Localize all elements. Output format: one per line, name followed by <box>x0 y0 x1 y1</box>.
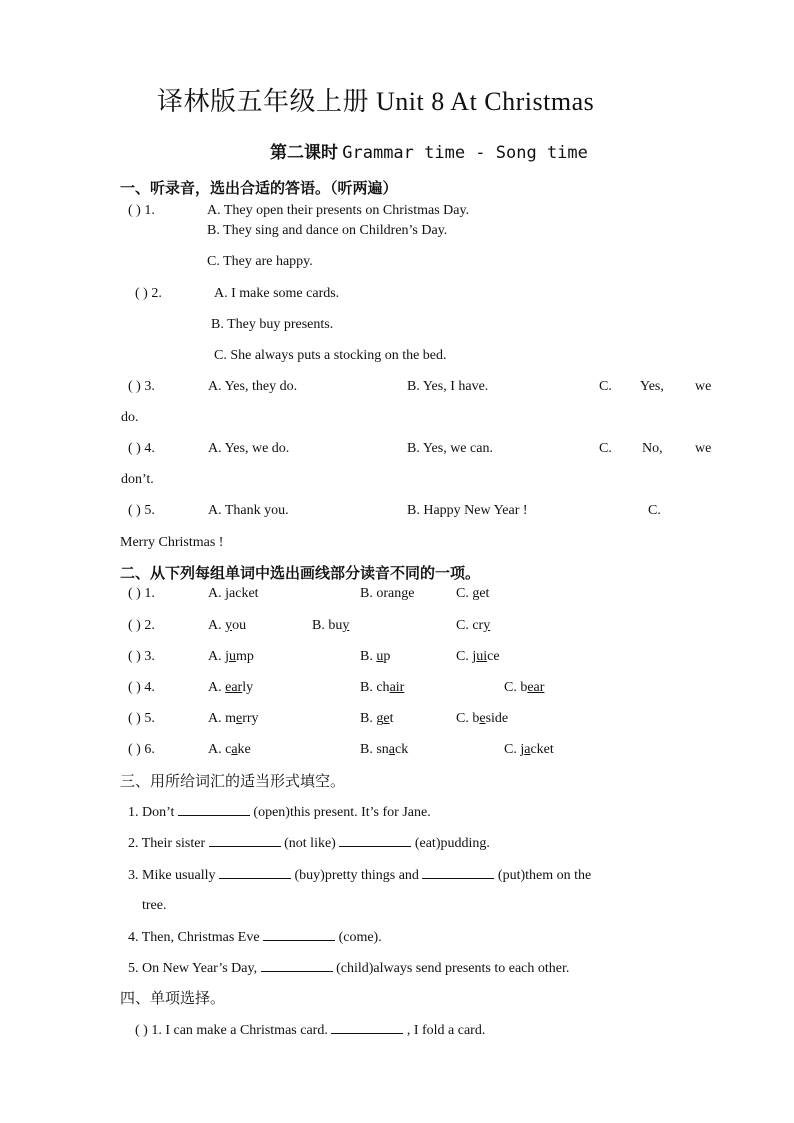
s1-q4-option-c: C. <box>599 441 612 456</box>
section-4-heading: 四、单项选择。 <box>120 989 226 1007</box>
s2-q2-option-b: B. buy <box>312 618 350 633</box>
s2-q6-option-a: A. cake <box>208 742 251 757</box>
s1-q5-option-a: A. Thank you. <box>208 503 289 518</box>
s2-q1-paren: ( ) 1. <box>128 586 155 601</box>
s2-q6-option-b: B. snack <box>360 742 409 757</box>
s1-q2-option-b: B. They buy presents. <box>211 317 334 332</box>
s1-q4-option-b: B. Yes, we can. <box>407 441 493 456</box>
s1-q4-option-c-word: No, <box>642 441 663 456</box>
s1-q5-option-c: C. <box>648 503 661 518</box>
answer-blank[interactable] <box>422 866 494 879</box>
s1-q3-continued: do. <box>121 410 139 425</box>
subtitle-en: Grammar time - Song time <box>342 143 588 163</box>
s2-q6-option-c: C. jacket <box>504 742 554 757</box>
s2-q3-option-c: C. juice <box>456 649 500 664</box>
s1-q1-option-b: B. They sing and dance on Children’s Day. <box>207 223 448 238</box>
s2-q3-option-a: A. jump <box>208 649 254 664</box>
s1-q3-option-c: C. <box>599 379 612 394</box>
s2-q6-paren: ( ) 6. <box>128 742 155 757</box>
s2-q5-option-a: A. merry <box>208 711 259 726</box>
s2-q1-option-c: C. get <box>456 586 490 601</box>
lesson-subtitle <box>270 142 588 164</box>
s1-q3-option-a: A. Yes, they do. <box>208 379 298 394</box>
s1-q4-paren: ( ) 4. <box>128 441 155 456</box>
s2-q3-paren: ( ) 3. <box>128 649 155 664</box>
answer-blank[interactable] <box>209 834 281 847</box>
s1-q2-option-c: C. She always puts a stocking on the bed. <box>214 348 447 363</box>
s3-q1: 1. Don’t (open)this present. It’s for Jane. <box>128 805 431 820</box>
s3-q3-continued: tree. <box>142 898 167 913</box>
section-2-heading: 二、从下列每组单词中选出画线部分读音不同的一项。 <box>120 564 481 582</box>
s1-q2-option-a: A. I make some cards. <box>214 286 340 301</box>
s2-q2-option-a: A. you <box>208 618 247 633</box>
s2-q4-option-b: B. chair <box>360 680 405 695</box>
s1-q3-paren: ( ) 3. <box>128 379 155 394</box>
answer-blank[interactable] <box>178 803 250 816</box>
s2-q2-paren: ( ) 2. <box>128 618 155 633</box>
s1-q5-paren: ( ) 5. <box>128 503 155 518</box>
subtitle-cn: 第二课时 <box>270 143 338 162</box>
s2-q1-option-a: A. jacket <box>208 586 259 601</box>
s1-q2-paren: ( ) 2. <box>135 286 162 301</box>
s1-q4-option-c-word: we <box>695 441 712 456</box>
s3-q3: 3. Mike usually (buy)pretty things and (put)them on the <box>128 868 592 883</box>
s2-q4-option-a: A. early <box>208 680 254 695</box>
s1-q5-continued: Merry Christmas ! <box>120 535 224 550</box>
s1-q1-option-c: C. They are happy. <box>207 254 313 269</box>
s3-q5: 5. On New Year’s Day, (child)always send presents to each other. <box>128 961 570 976</box>
s1-q4-option-a: A. Yes, we do. <box>208 441 290 456</box>
s2-q5-option-b: B. get <box>360 711 394 726</box>
section-1-heading: 一、听录音，选出合适的答语。（听两遍） <box>120 179 398 197</box>
s1-q4-continued: don’t. <box>121 472 154 487</box>
s3-q4: 4. Then, Christmas Eve (come). <box>128 930 382 945</box>
answer-blank[interactable] <box>219 866 291 879</box>
answer-blank[interactable] <box>261 959 333 972</box>
section-3-heading: 三、用所给词汇的适当形式填空。 <box>120 772 346 790</box>
s1-q1-option-a: A. They open their presents on Christmas Day. <box>207 203 470 218</box>
s2-q5-option-c: C. beside <box>456 711 509 726</box>
s2-q4-option-c: C. bear <box>504 680 545 695</box>
answer-blank[interactable] <box>339 834 411 847</box>
s2-q3-option-b: B. up <box>360 649 391 664</box>
s1-q1-paren: ( ) 1. <box>128 203 155 218</box>
s4-q1: ( ) 1. I can make a Christmas card. , I fold a card. <box>135 1023 486 1038</box>
s1-q3-option-c-word: we <box>695 379 712 394</box>
s3-q2: 2. Their sister (not like) (eat)pudding. <box>128 836 490 851</box>
s1-q3-option-b: B. Yes, I have. <box>407 379 489 394</box>
s2-q1-option-b: B. orange <box>360 586 415 601</box>
s1-q3-option-c-word: Yes, <box>640 379 664 394</box>
s2-q2-option-c: C. cry <box>456 618 491 633</box>
s2-q5-paren: ( ) 5. <box>128 711 155 726</box>
s2-q4-paren: ( ) 4. <box>128 680 155 695</box>
answer-blank[interactable] <box>331 1021 403 1034</box>
s1-q5-option-b: B. Happy New Year ! <box>407 503 528 518</box>
page-title: 译林版五年级上册 Unit 8 At Christmas <box>157 87 595 116</box>
answer-blank[interactable] <box>263 928 335 941</box>
